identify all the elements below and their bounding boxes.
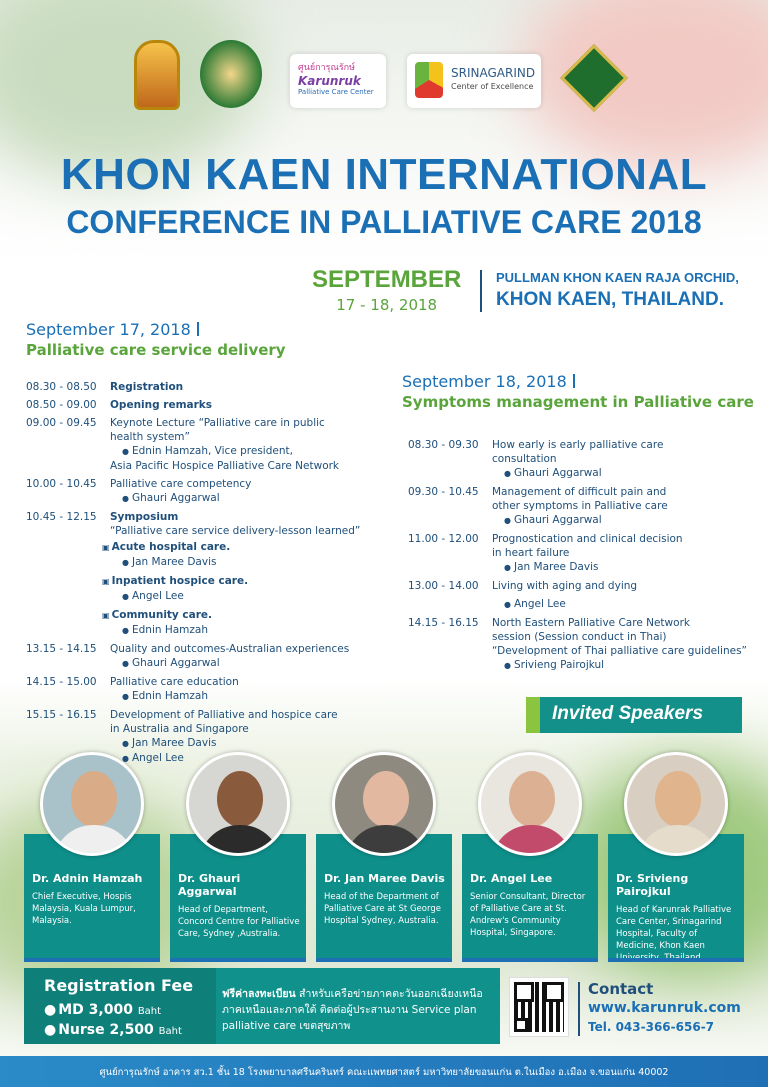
schedule-time: 09.00 - 09.45	[26, 417, 97, 429]
registration-nurse-fee: Nurse 2,500	[58, 1022, 154, 1038]
schedule-row	[26, 398, 386, 412]
schedule-row	[408, 485, 760, 528]
speaker-card	[462, 752, 598, 962]
day1-date: September 17, 2018	[26, 320, 286, 339]
logo-row	[0, 40, 768, 120]
university-logo	[134, 40, 180, 110]
speaker-card-name: Dr. Jan Maree Davis	[324, 872, 445, 885]
venue-line2: KHON KAEN, THAILAND.	[496, 289, 724, 310]
speaker-name: ● Jan Maree Davis	[110, 736, 386, 751]
speaker-photo	[624, 752, 728, 856]
schedule-body	[110, 675, 386, 704]
schedule-title: Palliative care education	[110, 676, 239, 688]
registration-nurse	[44, 1021, 216, 1041]
free-note-text: สำหรับเครือข่ายภาคตะวันออกเฉียงเหนือ ภาคเหนือและภาคใต้ ติดต่อผู้ประสานงาน Service plan palliative care เขตสุขภาพ	[222, 988, 483, 1032]
schedule-title: Symposium	[110, 511, 179, 523]
address-bar: ศูนย์การุณรักษ์ อาคาร สว.1 ชั้น 18 โรงพยาบาลศรีนครินทร์ คณะแพทยศาสตร์ มหาวิทยาลัยขอนแก่น ต.ในเมือง อ.เมือง จ.ขอนแก่น 40002	[0, 1056, 768, 1087]
session-title: ▣ Inpatient hospice care.	[102, 574, 386, 589]
speaker-name: ● Ednin Hamzah, Vice president,	[110, 444, 386, 459]
speaker-name: ● Ghauri Aggarwal	[492, 466, 760, 481]
day2-header	[402, 372, 754, 411]
session-title: ▣ Community care.	[102, 608, 386, 623]
schedule-time: 09.30 - 10.45	[408, 486, 479, 498]
divider	[578, 982, 580, 1036]
event-month: SEPTEMBER	[312, 266, 462, 293]
speaker-card-name: Dr. Adnin Hamzah	[32, 872, 143, 885]
divider	[480, 270, 482, 312]
speaker-name: ● Jan Maree Davis	[492, 560, 760, 575]
karunruk-thai: ศูนย์การุณรักษ์	[298, 63, 356, 73]
free-note-bold: ฟรีค่าลงทะเบียน	[222, 988, 296, 1000]
speaker-card-desc: Head of Department, Concord Centre for Palliative Care, Sydney ,Australia.	[178, 905, 300, 939]
speaker-card-desc: Chief Executive, Hospis Malaysia, Kuala Lumpur, Malaysia.	[32, 892, 136, 926]
schedule-title: “Palliative care service delivery-lesson learned”	[110, 525, 361, 537]
person-shoulder	[491, 825, 573, 856]
divider	[170, 958, 306, 962]
speaker-name: ● Jan Maree Davis	[110, 555, 386, 570]
schedule-title: Management of difficult pain and	[492, 486, 667, 498]
person-shoulder	[199, 825, 281, 856]
schedule-row	[26, 380, 386, 394]
schedule-row	[408, 438, 760, 481]
schedule-time: 10.00 - 10.45	[26, 478, 97, 490]
person-shoulder	[345, 825, 427, 856]
schedule-time: 13.00 - 14.00	[408, 580, 479, 592]
page-title-line1: KHON KAEN INTERNATIONAL	[60, 150, 708, 199]
schedule-body	[492, 616, 760, 673]
person-head	[217, 771, 263, 827]
speaker-name: ● Ghauri Aggarwal	[110, 491, 386, 506]
speaker-card	[316, 752, 452, 962]
schedule-time: 14.15 - 15.00	[26, 676, 97, 688]
registration-md	[44, 1001, 216, 1021]
schedule-row	[26, 642, 386, 671]
schedule-title: Quality and outcomes-Australian experiences	[110, 643, 350, 655]
schedule-row	[26, 416, 386, 473]
registration-title: Registration Fee	[44, 976, 194, 995]
schedule-time: 15.15 - 16.15	[26, 709, 97, 721]
srinagarind-sub: Center of Excellence	[451, 82, 534, 91]
schedule-body	[110, 477, 386, 506]
event-days: 17 - 18, 2018	[336, 296, 438, 314]
medicine-faculty-logo	[200, 40, 262, 108]
schedule-title: in heart failure	[492, 547, 570, 559]
registration-fee	[24, 968, 216, 1044]
schedule-title: How early is early palliative care	[492, 439, 664, 451]
schedule-body	[110, 642, 386, 671]
divider	[608, 958, 744, 962]
karunruk-logo	[290, 54, 386, 108]
day1-schedule	[26, 380, 386, 766]
qr-code-icon[interactable]	[510, 978, 568, 1036]
schedule-time: 08.30 - 09.30	[408, 439, 479, 451]
event-venue	[496, 270, 739, 311]
speaker-card	[24, 752, 160, 962]
schedule-body	[110, 510, 386, 638]
day2-topic: Symptoms management in Palliative care	[402, 393, 754, 411]
venue-line1: PULLMAN KHON KAEN RAJA ORCHID,	[496, 270, 739, 285]
person-head	[71, 771, 117, 827]
schedule-title: Prognostication and clinical decision	[492, 533, 683, 545]
karunruk-sub: Palliative Care Center	[298, 88, 374, 96]
contact-phone: Tel. 043-366-656-7	[588, 1020, 715, 1034]
schedule-title: other symptoms in Palliative care	[492, 500, 668, 512]
schedule-body	[492, 485, 760, 528]
schedule-row	[408, 532, 760, 575]
speaker-name: ● Ghauri Aggarwal	[492, 513, 760, 528]
hexagon-icon	[415, 62, 443, 98]
schedule-time: 11.00 - 12.00	[408, 533, 479, 545]
schedule-row	[26, 675, 386, 704]
contact-block	[588, 980, 741, 1034]
speaker-name: ● Ednin Hamzah	[110, 623, 386, 638]
speaker-card-desc: Head of the Department of Palliative Care at St George Hospital Sydney, Australia.	[324, 892, 441, 926]
speaker-name: ● Srivieng Pairojkul	[492, 658, 760, 673]
schedule-title: “Development of Thai palliative care guidelines”	[492, 645, 747, 657]
person-head	[363, 771, 409, 827]
schedule-title: session (Session conduct in Thai)	[492, 631, 667, 643]
schedule-row	[26, 510, 386, 638]
schedule-title: Registration	[110, 381, 184, 393]
karunruk-name: Karunruk	[298, 74, 361, 88]
contact-title: Contact	[588, 980, 654, 998]
schedule-title: Palliative care competency	[110, 478, 252, 490]
day1-topic: Palliative care service delivery	[26, 341, 286, 359]
schedule-row	[408, 616, 760, 673]
speaker-photo	[186, 752, 290, 856]
schedule-title: consultation	[492, 453, 557, 465]
schedule-title: North Eastern Palliative Care Network	[492, 617, 690, 629]
speaker-card-desc: Head of Karunrak Palliative Care Center, Srinagarind Hospital, Faculty of Medicine, Khon Kaen	[616, 905, 732, 951]
schedule-time: 08.30 - 08.50	[26, 381, 97, 393]
speaker-name: ● Angel Lee	[110, 751, 386, 766]
divider	[24, 958, 160, 962]
page-title-line2: CONFERENCE IN PALLIATIVE CARE 2018	[66, 204, 702, 240]
event-date	[312, 266, 461, 314]
schedule-title: in Australia and Singapore	[110, 723, 249, 735]
schedule-time: 10.45 - 12.15	[26, 511, 97, 523]
schedule-title: Opening remarks	[110, 399, 213, 411]
schedule-time: 08.50 - 09.00	[26, 399, 97, 411]
schedule-title: Living with aging and dying	[492, 580, 638, 592]
speaker-card	[608, 752, 744, 962]
person-shoulder	[637, 825, 719, 856]
schedule-body	[492, 579, 760, 612]
speaker-card-name: Dr. Srivieng Pairojkul	[616, 872, 689, 898]
currency-unit: Baht	[158, 1026, 182, 1037]
speaker-photo	[40, 752, 144, 856]
day2-schedule	[408, 438, 760, 673]
session-title: ▣ Acute hospital care.	[102, 540, 386, 555]
currency-unit: Baht	[137, 1006, 162, 1017]
divider	[316, 958, 452, 962]
speaker-card	[170, 752, 306, 962]
day2-date: September 18, 2018	[402, 372, 754, 391]
schedule-title: Keynote Lecture “Palliative care in public	[110, 417, 325, 429]
speaker-card-desc: Senior Consultant, Director of Palliative Care at St. Andrew's Community Hospital, Singapore.	[470, 892, 586, 938]
schedule-body	[110, 416, 386, 473]
qr-corner	[514, 1018, 528, 1032]
srinagarind-name: SRINAGARIND	[451, 66, 536, 80]
day1-header	[26, 320, 286, 359]
schedule-row	[408, 579, 760, 612]
speaker-name: ● Angel Lee	[110, 589, 386, 604]
speaker-card-name: Dr. Angel Lee	[470, 872, 553, 885]
person-head	[655, 771, 701, 827]
speaker-name: ● Ghauri Aggarwal	[110, 656, 386, 671]
speaker-affiliation: Asia Pacific Hospice Palliative Care Network	[110, 460, 340, 472]
speaker-name: ● Angel Lee	[492, 597, 760, 612]
person-head	[509, 771, 555, 827]
schedule-title: Development of Palliative and hospice care	[110, 709, 338, 721]
registration-md-fee: MD 3,000	[58, 1002, 133, 1018]
person-shoulder	[53, 825, 135, 856]
schedule-time: 14.15 - 16.15	[408, 617, 479, 629]
schedule-title: health system”	[110, 431, 190, 443]
contact-website-link[interactable]: www.karunruk.com	[588, 1000, 741, 1016]
srinagarind-logo	[407, 54, 541, 108]
speaker-photo	[332, 752, 436, 856]
free-registration-note	[222, 986, 498, 1034]
speaker-card-name: Dr. Ghauri Aggarwal	[178, 872, 241, 898]
schedule-body	[492, 438, 760, 481]
schedule-body	[492, 532, 760, 575]
schedule-time: 13.15 - 14.15	[26, 643, 97, 655]
speaker-name: ● Ednin Hamzah	[110, 689, 386, 704]
schedule-row	[26, 477, 386, 506]
speaker-cards	[24, 752, 748, 962]
invited-speakers-banner: Invited Speakers	[540, 697, 742, 733]
divider	[462, 958, 598, 962]
speaker-photo	[478, 752, 582, 856]
hospital-logo	[560, 44, 628, 112]
